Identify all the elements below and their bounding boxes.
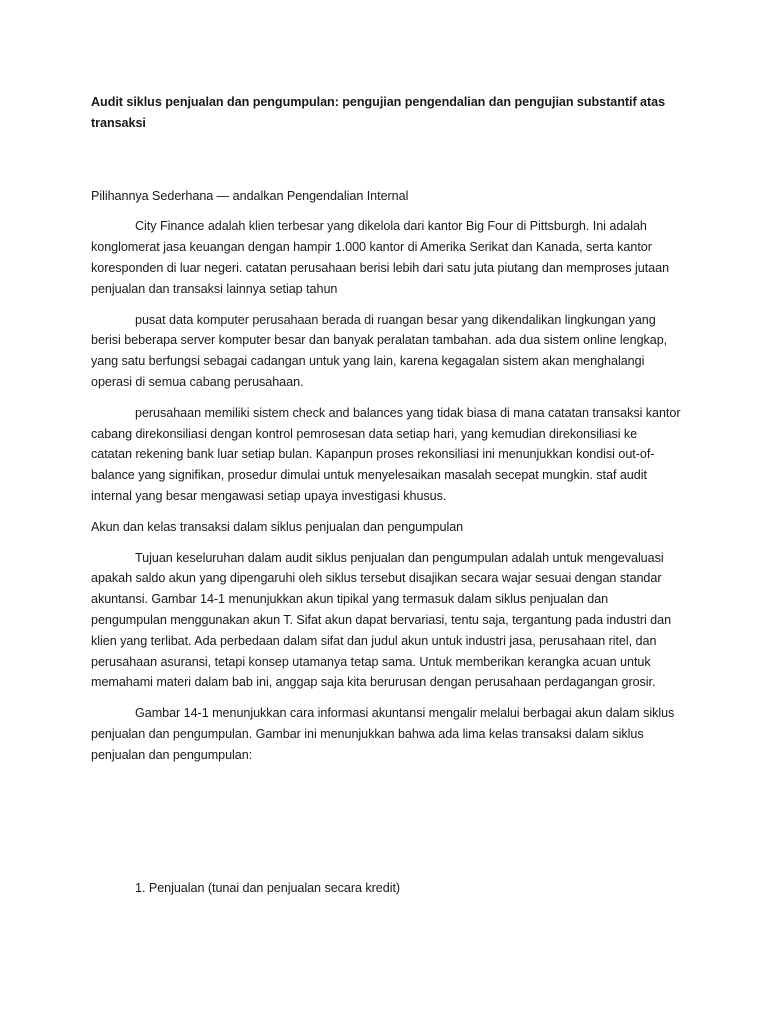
paragraph-audit-objective: Tujuan keseluruhan dalam audit siklus penjualan dan pengumpulan adalah untuk mengevaluasi apakah saldo akun yang dipengaruhi oleh siklus tersebut disajikan secara wajar sesuai dengan standar akuntansi. Gambar 14-1 menunjukkan akun tipikal yang termasuk dalam siklus penjualan dan pengumpulan menggunakan akun T. Sifat akun dapat bervariasi, tentu saja, tergantung pada industri dan klien yang terlibat. Ada perbedaan dalam sifat dan judul akun untuk industri jasa, perusahaan ritel, dan perusahaan asuransi, tetapi konsep utamanya tetap sama. Untuk memberikan kerangka acuan untuk memahami materi dalam bab ini, anggap saja kita berurusan dengan perusahaan perdagangan grosir. bbox=[91, 550, 672, 690]
section-heading-accounts: Akun dan kelas transaksi dalam siklus penjualan dan pengumpulan bbox=[91, 519, 464, 534]
section-heading-internal-control: Pilihannya Sederhana — andalkan Pengendalian Internal bbox=[91, 188, 409, 203]
blank-space bbox=[91, 776, 681, 878]
paragraph-checks-balances: perusahaan memiliki sistem check and balances yang tidak biasa di mana catatan transaksi kantor cabang direkonsiliasi dengan kontrol pemrosesan data setiap hari, yang kemudian direkonsiliasi ke catatan rekening bank luar setiap bulan. Kapanpun proses rekonsiliasi ini menunjukkan kondisi out-of-balance yang signifikan, prosedur dimulai untuk menyelesaikan masalah secepat mungkin. staf audit internal yang besar mengawasi setiap upaya investigasi khusus. bbox=[91, 405, 681, 503]
list-item-sales: 1. Penjualan (tunai dan penjualan secara kredit) bbox=[135, 880, 401, 895]
paragraph-data-center: pusat data komputer perusahaan berada di ruangan besar yang dikendalikan lingkungan yang berisi beberapa server komputer besar dan banyak peralatan tambahan. ada dua sistem online lengkap, yang satu berfungsi sebagai cadangan untuk yang lain, karena kegagalan sistem akan menghalangi operasi di semua cabang perusahaan. bbox=[91, 312, 668, 389]
paragraph-city-finance: City Finance adalah klien terbesar yang dikelola dari kantor Big Four di Pittsburgh. Ini adalah konglomerat jasa keuangan dengan hampir 1.000 kantor di Amerika Serikat dan Kanada, serta kantor koresponden di luar negeri. catatan perusahaan berisi lebih dari satu juta piutang dan memproses jutaan penjualan dan transaksi lainnya setiap tahun bbox=[91, 219, 670, 296]
document-title: Audit siklus penjualan dan pengumpulan: pengujian pengendalian dan pengujian substantif atas transaksi bbox=[91, 95, 666, 130]
paragraph-figure-14-1: Gambar 14-1 menunjukkan cara informasi akuntansi mengalir melalui berbagai akun dalam siklus penjualan dan pengumpulan. Gambar ini menunjukkan bahwa ada lima kelas transaksi dalam siklus penjualan dan pengumpulan: bbox=[91, 706, 675, 762]
document-body bbox=[91, 92, 681, 898]
